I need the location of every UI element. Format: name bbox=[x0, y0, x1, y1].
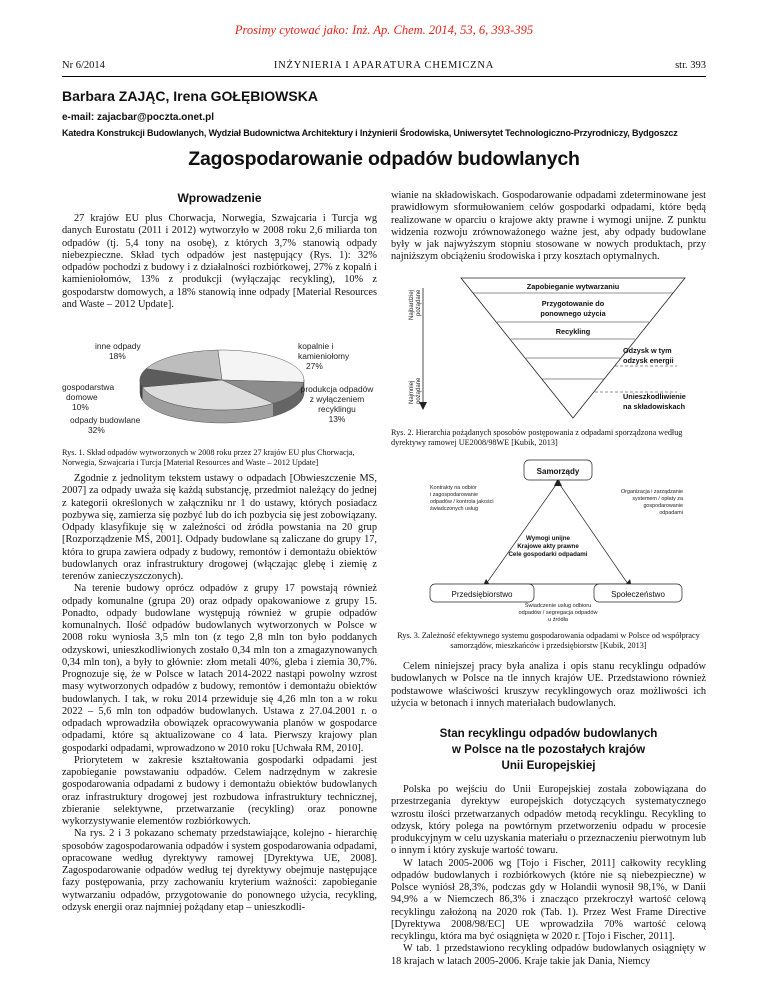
figure-2-caption: Rys. 2. Hierarchia pożądanych sposobów postępowania z odpadami sporządzona według dyrektywy ramowej UE2008/98WE [Kubik, 2013] bbox=[391, 428, 683, 447]
left-column-bottom bbox=[62, 473, 377, 914]
right-column-bottom bbox=[391, 661, 706, 968]
header-rule bbox=[62, 76, 706, 77]
note-bottom: Świadczenie usług odbioru bbox=[524, 603, 592, 609]
paragraph: wianie na składowiskach. Gospodarowanie odpadami zdeterminowane jest prawidłowym sformułowaniem celów gospodarki odpadami, które będą realizowane w oparciu o krajowe akty prawne i wymogi unijne. Z punktu widzenia rozwoju zrównoważonego ważne jest, aby odpady budowlane były w jak najwyższym stopniu stosowane w nowych produktach, przy najniższym obciążeniu środowiska i przy kosztach optymalnych. bbox=[391, 190, 706, 263]
waste-hierarchy-diagram bbox=[405, 276, 705, 422]
note-bottom-block bbox=[503, 603, 613, 624]
pie-value-construction: 32% bbox=[88, 425, 105, 435]
pie-value-households: 10% bbox=[72, 402, 89, 412]
section-heading-recycling bbox=[391, 726, 706, 774]
note-left-4: świadczonych usług bbox=[430, 506, 478, 512]
authors: Barbara ZAJĄC, Irena GOŁĘBIOWSKA bbox=[62, 88, 318, 104]
section-heading-line: w Polsce na tle pozostałych krajów bbox=[451, 743, 646, 756]
pie-label-production: produkcja odpadów bbox=[300, 384, 374, 394]
level-disposal-2: na składowiskach bbox=[623, 402, 686, 411]
center-law: Krajowe akty prawne bbox=[517, 543, 579, 550]
paragraph: Na terenie budowy oprócz odpadów z grupy 17 powstają również odpady komunalne (grupa 20) oraz odpady opakowaniowe z grupy 15. Ponadto, odpady budowlane występują również w grupie odpadów komunalnych. Ilość odpadów budowlanych wytworzonych w Polsce w 2008 roku wyniosła 3,5 mln ton (z tego 2,8 mln ton było poddanych odzyskowi, unieszkodliwionych zostało 0,34 mln ton a zmagazynowanych 0,34 mln ton), a były to głównie: złom metali 40%, gleba i ziemia 30,7%. Prognozuje się, że w Polsce w latach 2014-2022 nastąpi powolny wzrost masy wytworzonych odpadów z budowy, remontów i demontażu obiektów budowlanych. I tak, w roku 2014 przewiduje się 4,26 mln ton a w roku 2022 – 5,6 mln ton odpadów budowlanych. Ustawa z 27.04.2001 r. o odpadach wprowadziła obowiązek opracowywania planów w gospodarce odpadami, które są aktualizowane co 4 lata. Pierwszy krajowy plan gospodarki odpadami, wprowadzono w 2010 roku [Uchwała RM, 2010]. bbox=[62, 583, 377, 754]
section-heading-introduction: Wprowadzenie bbox=[177, 191, 262, 205]
note-left: Kontrakty na odbiór bbox=[430, 485, 477, 491]
paragraph: Zgodnie z jednolitym tekstem ustawy o odpadach [Obwieszczenie MS, 2007] za odpady uważa się każdą substancję, przedmiot należący do jednej z kategorii określonych w załączniku nr 1 do ustawy, których posiadacz pozbywa się, zamierza się pozbyć lub do ich pozbycia się jest zobowiązany. Odpady klasyfikuje się w zależności od źródła powstania na 20 grup [Rozporządzenie MŚ, 2001]. Odpady budowlane są zaliczane do grupy 17, która to grupa zawiera odpady z budowy, remontów i demontażu obiektów budowlanych oraz infrastruktury drogowej (włączając glebę i ziemię z terenów zanieczyszczonych). bbox=[62, 473, 377, 582]
paragraph: Na rys. 2 i 3 pokazano schematy przedstawiające, kolejno - hierarchię sposobów zagospodarowania odpadów i system gospodarowania odpadami, opracowane według dyrektywy ramowej [Dyrektywa UE, 2008]. Zagospodarowanie odpadów według tej dyrektywy obejmuje następujące fazy postępowania, przy zachowaniu kryterium ważności: zapobieganie wytwarzaniu odpadów, przygotowanie do ponownego użycia, recykling, odzysk energii oraz najmniej pożądany etap – unieszkodli- bbox=[62, 828, 377, 913]
pie-label-households-2: domowe bbox=[66, 392, 98, 402]
pie-label-production-block bbox=[297, 384, 377, 424]
center-eu: Wymogi unijne bbox=[526, 535, 570, 542]
citation-note: Prosimy cytować jako: Inż. Ap. Chem. 2014, 53, 6, 393-395 bbox=[234, 23, 534, 37]
note-bottom-3: u źródła bbox=[548, 617, 568, 623]
author-email: e-mail: zajacbar@poczta.onet.pl bbox=[62, 112, 215, 123]
section-heading-line: Unii Europejskiej bbox=[501, 759, 596, 772]
level-recovery: Odzysk w tym bbox=[623, 346, 672, 355]
note-bottom-2: odpadów / segregacja odpadów bbox=[518, 610, 598, 616]
figure-1-caption: Rys. 1. Skład odpadów wytworzonych w 2008 roku przez 27 krajów EU plus Chorwacja, Norwegia, Szwajcaria i Turcja [Material Resources and Waste – 2012 Update] bbox=[62, 448, 355, 467]
pie-label-production-3: recyklingu bbox=[318, 404, 356, 414]
header-page: str. 393 bbox=[675, 60, 706, 71]
paragraph: 27 krajów EU plus Chorwacja, Norwegia, Szwajcaria i Turcja wg danych Eurostatu (2011 i 2012) wytworzyło w 2008 roku 2,6 miliarda ton odpadów (tj. 5,4 tony na osobę), z których 3,7% stanowią odpady niebezpieczne. Skład tych odpadów jest następujący (Rys. 1): 32% odpadów pochodzi z budowy i z działalności rozbiórkowej, 27% z kopalń i kamieniołomów, 13% z produkcji (wyłączając recykling), 10% z gospodarstw domowych, a 18% stanowią inne odpady [Material Resources and Waste – 2012 Update]. bbox=[62, 213, 377, 310]
note-right-4: odpadami bbox=[659, 510, 683, 516]
axis-most-desired: Najbardziej bbox=[409, 289, 415, 320]
pie-label-mines-2: kamieniołomy bbox=[298, 351, 350, 361]
paragraph: Celem niniejszej pracy była analiza i opis stanu recyklingu odpadów budowlanych w Polsce na tle innych krajów UE. Przedstawiono również podstawowe właściwości kruszyw recyklingowych oraz możliwości ich użycia w betonach i innych materiałach budowlanych. bbox=[391, 661, 706, 709]
label-municipalities: Samorządy bbox=[536, 467, 580, 476]
axis-most-desired-2: pożądane bbox=[416, 289, 422, 316]
left-column-top bbox=[62, 190, 377, 311]
pie-label-production-2: z wyłączeniem bbox=[309, 394, 365, 404]
level-reuse-2: ponownego użycia bbox=[540, 309, 606, 318]
waste-system-diagram bbox=[428, 456, 686, 604]
level-recycling: Recykling bbox=[555, 327, 591, 336]
level-prevention: Zapobieganie wytwarzaniu bbox=[526, 282, 620, 291]
label-society: Społeczeństwo bbox=[611, 590, 665, 599]
pie-label-mines: kopalnie i bbox=[298, 341, 334, 351]
axis-least-desired: Najmniej bbox=[409, 380, 415, 404]
note-left-3: odpadów / kontrola jakości bbox=[430, 499, 494, 505]
note-right: Organizacja i zarządzanie bbox=[620, 489, 683, 495]
paragraph: W latach 2005-2006 wg [Tojo i Fischer, 2011] całkowity recykling odpadów budowlanych i rozbiórkowych (które nie są niebezpieczne) w Polsce wyniósł 28,3%, podczas gdy w Holandii wynosił 98,1%, w Danii 94,9% a w Niemczech 86,3% i znacząco przekroczył wartość celową recyklingu założoną na 2020 rok (Tab. 1). Przez West Frame Directive [Dyrektywa 2008/98/EC] UE wprowadziła 70% wartość celową recyklingu, która ma być osiągnięta w 2020 r. [Tojo i Fischer, 2011]. bbox=[391, 857, 706, 942]
pie-label-construction: odpady budowlane bbox=[70, 415, 141, 425]
pie-label-other: inne odpady bbox=[95, 341, 141, 351]
figure-3-caption: Rys. 3. Zależność efektywnego systemu gospodarowania odpadami w Polsce od współpracy samorządów, mieszkańców i przedsiębiorstw [Kubik, 2013] bbox=[397, 631, 700, 650]
label-enterprise: Przedsiębiorstwo bbox=[451, 590, 513, 599]
section-heading-line: Stan recyklingu odpadów budowlanych bbox=[439, 727, 658, 740]
pie-slice-mines bbox=[218, 350, 304, 382]
article-title: Zagospodarowanie odpadów budowlanych bbox=[188, 148, 580, 170]
pie-value-other: 18% bbox=[109, 351, 126, 361]
paragraph: W tab. 1 przedstawiono recykling odpadów budowlanych osiągnięty w 18 krajach w latach 2005-2006. Kraje takie jak Dania, Niemcy bbox=[391, 943, 706, 967]
center-goals: Cele gospodarki odpadami bbox=[508, 551, 588, 558]
level-recovery-2: odzysk energii bbox=[623, 356, 674, 365]
header-journal: INŻYNIERIA I APARATURA CHEMICZNA bbox=[273, 60, 495, 71]
pie-label-construction-block bbox=[62, 415, 142, 435]
pie-value-mines: 27% bbox=[306, 361, 323, 371]
header-issue: Nr 6/2014 bbox=[62, 60, 105, 71]
note-right-3: gospodarowanie bbox=[643, 503, 683, 509]
paragraph: Polska po wejściu do Unii Europejskiej została zobowiązana do przestrzegania dyrektyw europejskich dotyczących systematycznego wzrostu ilości przetwarzanych odpadów metodą recyklingu. Recykling to odzysk, który polega na powtórnym przetworzeniu odpadu w procesie produkcyjnym w celu uzyskania materiału o przeznaczeniu pierwotnym lub o innym i który zyskuje wartość towaru. bbox=[391, 784, 706, 857]
level-reuse: Przygotowanie do bbox=[541, 299, 605, 308]
note-left-2: i zagospodarowanie bbox=[430, 492, 478, 498]
note-right-2: systemem / opłaty za bbox=[632, 496, 683, 502]
right-column-top bbox=[391, 190, 706, 264]
pie-value-production: 13% bbox=[328, 414, 346, 424]
affiliation: Katedra Konstrukcji Budowlanych, Wydział Budownictwa Architektury i Inżynierii Środowiska, Uniwersytet Technologiczno-Przyrodniczy, Bydgoszcz bbox=[62, 128, 678, 138]
pie-label-households: gospodarstwa bbox=[62, 382, 115, 392]
paragraph: Priorytetem w zakresie kształtowania gospodarki odpadami jest zapobieganie powstawaniu odpadów. Celem nadrzędnym w zakresie gospodarowania odpadami z budowy i demontażu obiektów budowlanych oraz infrastruktury drogowej jest rozbudowa infrastruktury technicznej, zbieranie selektywne, przetwarzanie (recykling) oraz ponowne wykorzystywanie elementów rozbiórkowych. bbox=[62, 754, 377, 827]
level-disposal: Unieszkodliwienie bbox=[623, 392, 686, 401]
axis-least-desired-2: pożądane bbox=[416, 377, 422, 404]
